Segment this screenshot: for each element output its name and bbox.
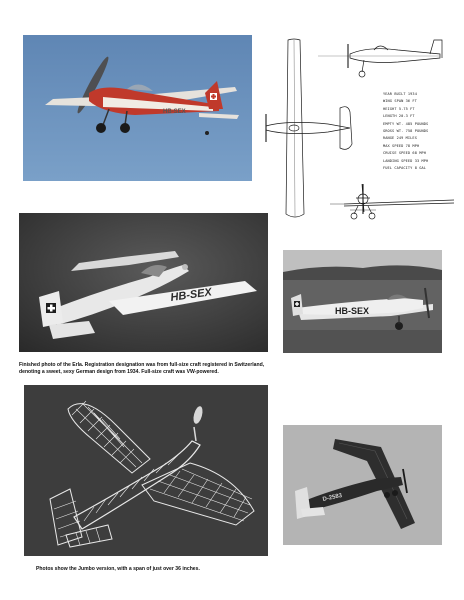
middle-photo-caption: Finished photo of the Erla. Registration designation was from full-size craft registered in Switzerland, denoting a sweet, sexy German design from 1934. Full-size craft was VW-powered.: [19, 362, 265, 375]
spec-line: RANGE 249 MILES: [383, 136, 417, 141]
framework-model-bw-photo: [24, 385, 268, 556]
spec-line: MAX SPEED 78 MPH: [383, 143, 420, 148]
flying-aircraft-color-photo: [23, 35, 252, 181]
spec-line: WING SPAN 36 FT: [383, 99, 417, 104]
spec-line: GROSS WT. 758 POUNDS: [383, 128, 429, 133]
spec-line: LANDING SPEED 33 MPH: [383, 158, 429, 163]
spec-line: CRUISE SPEED 68 MPH: [383, 151, 427, 156]
spec-line: HEIGHT 5.75 FT: [383, 106, 415, 111]
specifications-list: [383, 91, 461, 172]
fullsize-aircraft-flying-photo: [283, 425, 442, 545]
fuselage-registration-label: HB-SEX: [335, 306, 370, 316]
wing-registration-label: HB-SEX: [169, 286, 213, 304]
spec-line: YEAR BUILT 1934: [383, 92, 417, 96]
spec-line: LENGTH 20.3 FT: [383, 114, 415, 119]
spec-line: FUEL CAPACITY 8 GAL: [383, 165, 427, 170]
bottom-photo-caption: Photos show the Jumbo version, with a span of just over 36 inches.: [36, 566, 200, 572]
model-aircraft-bw-photo: [19, 213, 268, 352]
registration-label: HB-SEX: [163, 109, 186, 115]
spec-line: EMPTY WT. 485 POUNDS: [383, 121, 429, 126]
fuselage-registration-label: D-2583: [322, 492, 343, 503]
fullsize-aircraft-ground-photo: [283, 250, 442, 353]
